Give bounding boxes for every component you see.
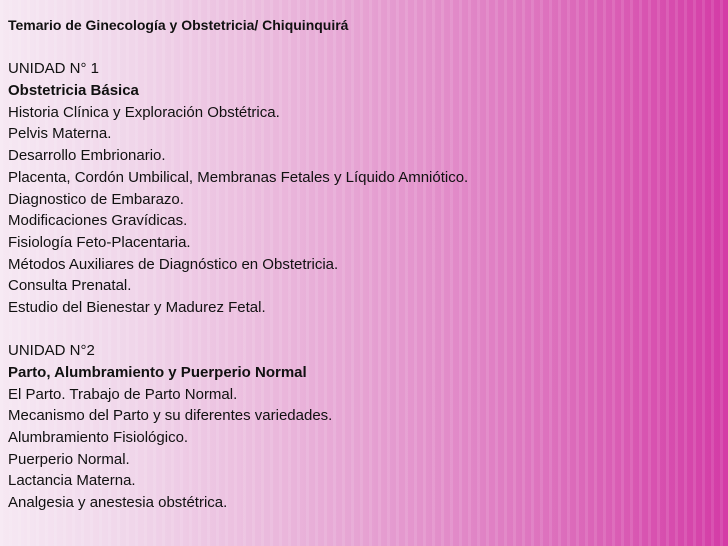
- spacer: [8, 37, 708, 59]
- unit-1-topic: Métodos Auxiliares de Diagnóstico en Obstetricia.: [8, 255, 339, 273]
- unit-2-subtitle: Parto, Alumbramiento y Puerperio Normal: [8, 364, 307, 381]
- unit-1-topic: Placenta, Cordón Umbilical, Membranas Fetales y Líquido Amniótico.: [8, 168, 469, 186]
- unit-1-topic: Estudio del Bienestar y Madurez Fetal.: [8, 298, 266, 316]
- unit-1-heading: UNIDAD N° 1: [8, 60, 100, 78]
- unit-2-heading: UNIDAD N°2: [8, 342, 95, 360]
- unit-1-topic: Consulta Prenatal.: [8, 277, 132, 295]
- unit-1-topic: Diagnostico de Embarazo.: [8, 190, 184, 208]
- unit-1-topic: Fisiología Feto-Placentaria.: [8, 233, 191, 251]
- unit-1-topic: Desarrollo Embrionario.: [8, 147, 166, 165]
- unit-2-topic: Lactancia Materna.: [8, 472, 136, 490]
- unit-1-topic: Modificaciones Gravídicas.: [8, 212, 188, 230]
- unit-1-topic: Historia Clínica y Exploración Obstétrica.: [8, 103, 280, 121]
- document-title: Temario de Ginecología y Obstetricia/ Chiquinquirá: [8, 17, 349, 33]
- unit-2-topic: Puerperio Normal.: [8, 450, 130, 468]
- document-content: [8, 15, 708, 514]
- unit-2-topic: Mecanismo del Parto y su diferentes variedades.: [8, 407, 333, 425]
- unit-2-topic: Analgesia y anestesia obstétrica.: [8, 494, 228, 512]
- unit-1-topic: Pelvis Materna.: [8, 125, 112, 143]
- unit-2-topic: El Parto. Trabajo de Parto Normal.: [8, 385, 238, 403]
- spacer: [8, 319, 708, 341]
- unit-2-topic: Alumbramiento Fisiológico.: [8, 429, 189, 447]
- unit-1-subtitle: Obstetricia Básica: [8, 82, 139, 100]
